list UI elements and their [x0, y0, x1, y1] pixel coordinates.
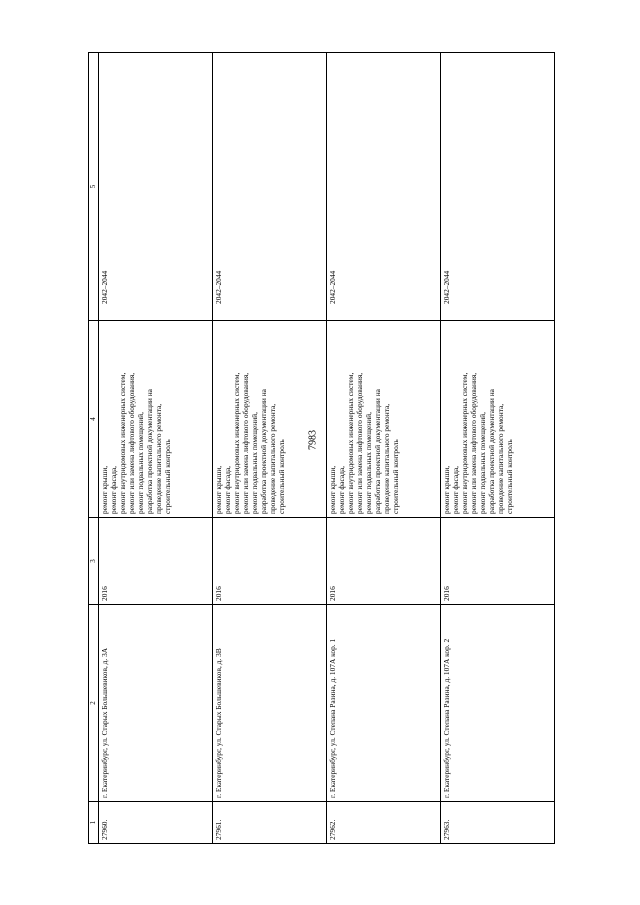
work-item: ремонт крыши, — [328, 465, 337, 514]
work-item: ремонт подвальных помещений, — [364, 412, 374, 514]
column-number: 3 — [89, 518, 99, 605]
work-item: ремонт крыши, — [442, 465, 451, 514]
works-list — [327, 321, 441, 518]
works-list — [441, 321, 555, 518]
work-item: ремонт фасада, — [109, 466, 119, 514]
table-row — [441, 53, 555, 844]
period-cell — [99, 53, 213, 321]
period-cell — [213, 53, 327, 321]
work-item: проведение капитального ремонта, — [154, 403, 164, 514]
period: 2042–2044 — [214, 270, 223, 304]
address: г. Екатеринбург, ул. Степана Разина, д. 107А кор. 1 — [327, 605, 441, 802]
column-number: 5 — [89, 53, 99, 321]
work-item: проведение капитального ремонта, — [382, 403, 392, 514]
work-item: ремонт крыши, — [100, 465, 109, 514]
work-item: ремонт фасада, — [337, 466, 347, 514]
year: 2016 — [327, 518, 441, 605]
work-item: строительный контроль — [391, 439, 401, 514]
work-item: строительный контроль — [277, 439, 287, 514]
period: 2042–2044 — [100, 270, 109, 304]
period: 2042–2044 — [328, 270, 337, 304]
work-item: ремонт или замена лифтового оборудования, — [127, 372, 137, 514]
works-list — [213, 321, 327, 518]
work-item: проведение капитального ремонта, — [268, 403, 278, 514]
work-item: ремонт фасада, — [451, 466, 461, 514]
year: 2016 — [99, 518, 213, 605]
work-item: разработка проектной документации на — [373, 389, 383, 514]
table-row — [213, 53, 327, 844]
work-item: ремонт подвальных помещений, — [136, 412, 146, 514]
period: 2042–2044 — [442, 270, 451, 304]
row-number: 27962. — [327, 802, 441, 844]
work-item: ремонт внутридомовых инженерных систем, — [346, 372, 356, 514]
work-item: ремонт или замена лифтового оборудования, — [355, 372, 365, 514]
repair-schedule-table — [88, 52, 555, 844]
work-item: строительный контроль — [505, 439, 515, 514]
work-item: ремонт подвальных помещений, — [478, 412, 488, 514]
work-item: ремонт или замена лифтового оборудования, — [241, 372, 251, 514]
work-item: строительный контроль — [163, 439, 173, 514]
page-number: 7983 — [307, 430, 319, 450]
period-cell — [441, 53, 555, 321]
column-number: 1 — [89, 802, 99, 844]
address: г. Екатеринбург, ул. Степана Разина, д. 107А кор. 2 — [441, 605, 555, 802]
work-item: разработка проектной документации на — [259, 389, 269, 514]
works-list — [99, 321, 213, 518]
table-row — [99, 53, 213, 844]
row-number: 27963. — [441, 802, 555, 844]
work-item: ремонт внутридомовых инженерных систем, — [118, 372, 128, 514]
work-item: разработка проектной документации на — [487, 389, 497, 514]
work-item: разработка проектной документации на — [145, 389, 155, 514]
address: г. Екатеринбург, ул. Старых Большевиков, д. 3В — [213, 605, 327, 802]
period-cell — [327, 53, 441, 321]
year: 2016 — [441, 518, 555, 605]
work-item: ремонт фасада, — [223, 466, 233, 514]
address: г. Екатеринбург, ул. Старых Большевиков, д. 3А — [99, 605, 213, 802]
year: 2016 — [213, 518, 327, 605]
work-item: ремонт внутридомовых инженерных систем, — [460, 372, 470, 514]
work-item: ремонт внутридомовых инженерных систем, — [232, 372, 242, 514]
work-item: ремонт крыши, — [214, 465, 223, 514]
rotated-table-wrapper — [88, 78, 554, 844]
column-number: 2 — [89, 605, 99, 802]
work-item: проведение капитального ремонта, — [496, 403, 506, 514]
row-number: 27960. — [99, 802, 213, 844]
work-item: ремонт подвальных помещений, — [250, 412, 260, 514]
column-number: 4 — [89, 321, 99, 518]
row-number: 27961. — [213, 802, 327, 844]
table-row — [327, 53, 441, 844]
column-number-row — [89, 53, 99, 844]
work-item: ремонт или замена лифтового оборудования, — [469, 372, 479, 514]
